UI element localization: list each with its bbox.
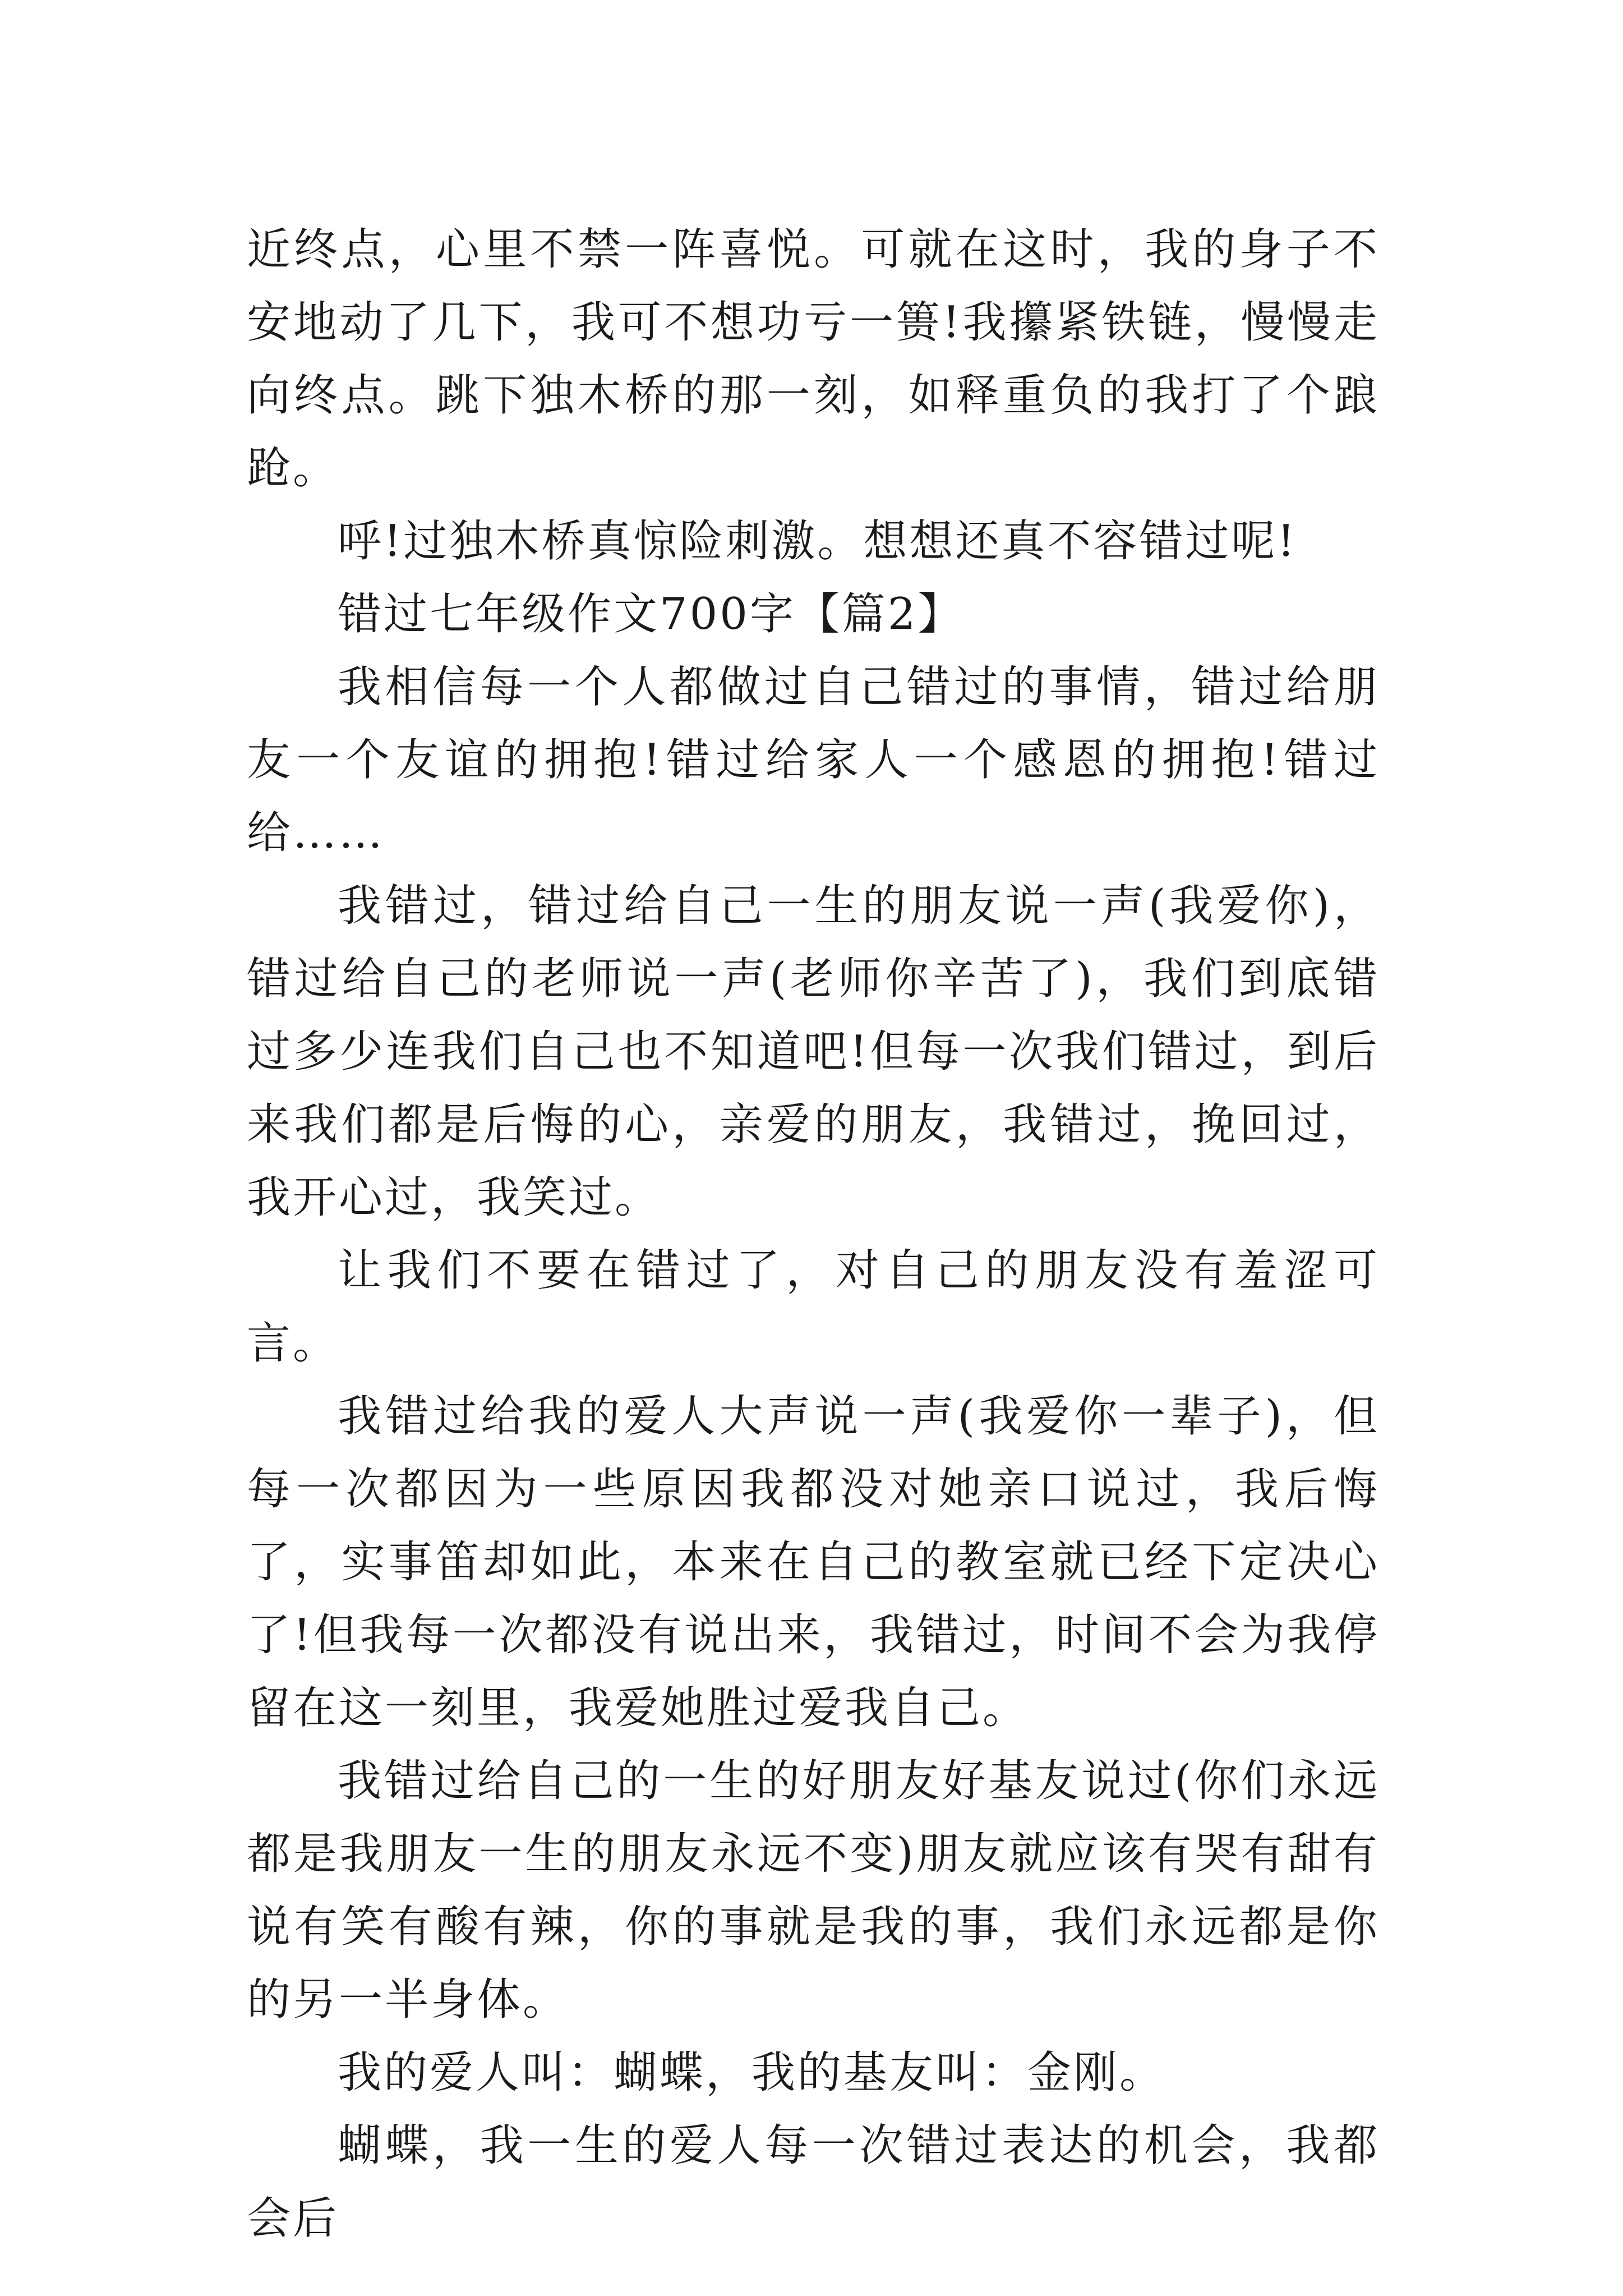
paragraph-7: 我错过给自己的一生的好朋友好基友说过(你们永远都是我朋友一生的朋友永远不变)朋友就应该有哭有甜有说有笑有酸有辣，你的事就是我的事，我们永远都是你的另一半身体。 (247, 1756, 1380, 2025)
paragraph-9: 蝴蝶，我一生的爱人每一次错过表达的机会，我都会后 (247, 2120, 1380, 2244)
section-heading: 错过七年级作文700字【篇2】 (338, 589, 964, 639)
paragraph-6: 我错过给我的爱人大声说一声(我爱你一辈子)，但每一次都因为一些原因我都没对她亲口说过，我后悔了，实事笛却如此，本来在自己的教室就已经下定决心了!但我每一次都没有说出来，我错过，时间不会为我停留在这一刻里，我爱她胜过爱我自己。 (247, 1391, 1380, 1733)
paragraph-1: 近终点，心里不禁一阵喜悦。可就在这时，我的身子不安地动了几下，我可不想功亏一篑!我攥紧铁链，慢慢走向终点。跳下独木桥的那一刻，如释重负的我打了个踉跄。 (247, 224, 1380, 494)
paragraph-5: 让我们不要在错过了，对自己的朋友没有羞涩可言。 (247, 1245, 1380, 1369)
paragraph-2: 呼!过独木桥真惊险刺激。想想还真不容错过呢! (338, 516, 1297, 567)
paragraph-8: 我的爱人叫：蝴蝶，我的基友叫：金刚。 (338, 2047, 1166, 2098)
document-body (247, 213, 1380, 2255)
paragraph-4: 我错过，错过给自己一生的朋友说一声(我爱你)，错过给自己的老师说一声(老师你辛苦了)，我们到底错过多少连我们自己也不知道吧!但每一次我们错过，到后来我们都是后悔的心，亲爱的朋友，我错过，挽回过，我开心过，我笑过。 (247, 881, 1380, 1223)
paragraph-3: 我相信每一个人都做过自己错过的事情，错过给朋友一个友谊的拥抱!错过给家人一个感恩的拥抱!错过给…… (247, 662, 1380, 858)
